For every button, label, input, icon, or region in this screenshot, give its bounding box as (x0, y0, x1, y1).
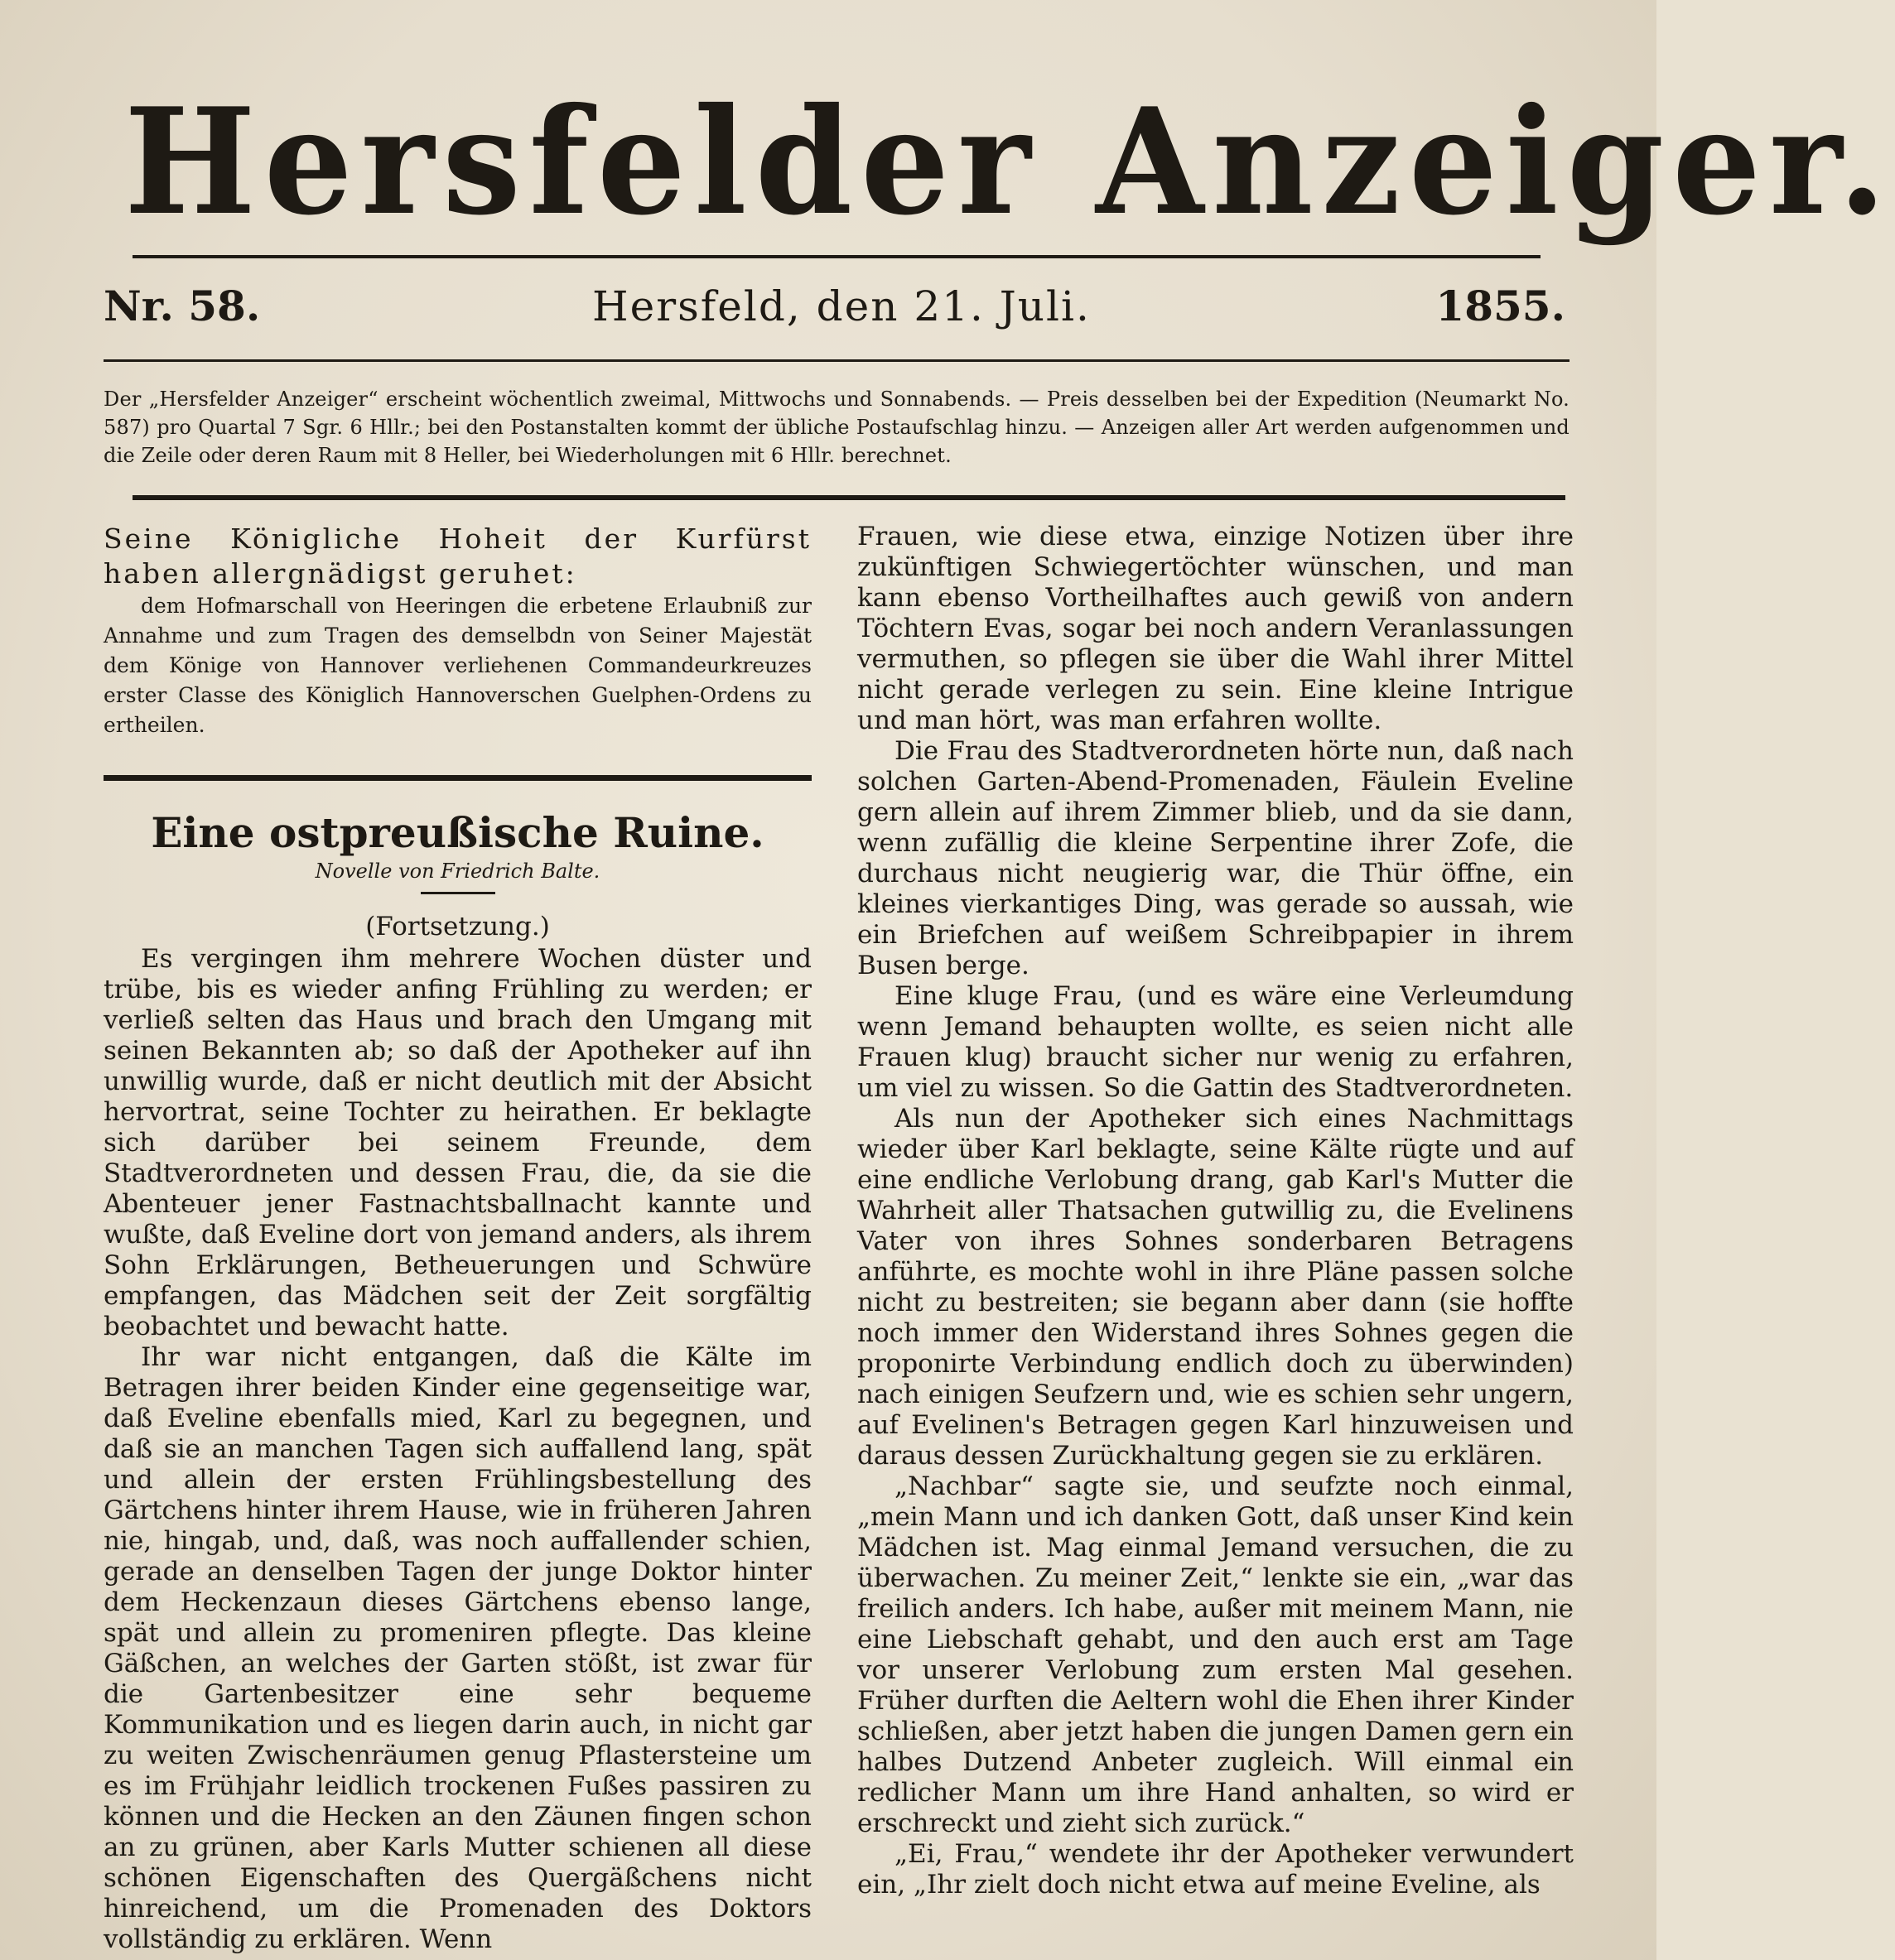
left-column (104, 522, 812, 1955)
dateline-rule (104, 359, 1570, 362)
issue-number: Nr. 58. (104, 282, 261, 330)
story-paragraph: Als nun der Apotheker sich eines Nachmittags wieder über Karl beklagte, seine Kälte rügte und auf eine endliche Verlobung drang, gab Karl's Mutter die Wahrheit aller Thatsachen gutwillig zu, die Evelinens Vater von ihres Sohnes sonderbaren Betragens anführte, es mochte wohl in ihre Pläne passen solche nicht zu bestreiten; sie begann aber dann (sie hoffte noch immer den Widerstand ihres Sohnes gegen die proponirte Verbindung endlich doch zu überwinden) nach einigen Seufzern und, wie es schien sehr ungern, auf Evelinen's Betragen gegen Karl hinzuweisen und daraus dessen Zurückhaltung gegen sie zu erklären. (857, 1104, 1574, 1471)
dateline (104, 273, 1565, 340)
publication-notice: Der „Hersfelder Anzeiger“ erscheint wöchentlich zweimal, Mittwochs und Sonnabends. — Preis desselben bei der Expedition (Neumarkt No. 587) pro Quartal 7 Sgr. 6 Hllr.; bei den Postanstalten kommt der übliche Postaufschlag hinzu. — Anzeigen aller Art werden aufgenommen und die Zeile oder deren Raum mit 8 Heller, bei Wiederholungen mit 6 Hllr. berechnet. (104, 388, 1570, 467)
announcement-body: dem Hofmarschall von Heeringen die erbetene Erlaubniß zur Annahme und zum Tragen des demselbdn von Seiner Majestät dem Könige von Hannover verliehenen Commandeurkreuzes erster Classe des Königlich Hannoverschen Guelphen-Ordens zu ertheilen. (104, 594, 812, 737)
right-column (857, 522, 1574, 1900)
story-continuation: (Fortsetzung.) (365, 912, 550, 941)
story-paragraph: Frauen, wie diese etwa, einzige Notizen über ihre zukünftigen Schwiegertöchter wünschen, und man kann ebenso Vortheilhaftes auch gewiß von andern Töchtern Evas, sogar bei noch andern Veranlassungen vermuthen, so pflegen sie über die Wahl ihrer Mittel nicht gerade verlegen zu sein. Eine kleine Intrigue und man hört, was man erfahren wollte. (857, 522, 1574, 735)
story-paragraph: Es vergingen ihm mehrere Wochen düster und trübe, bis es wieder anfing Frühling zu werden; er verließ selten das Haus und brach den Umgang mit seinen Bekannten ab; so daß der Apotheker auf ihn unwillig wurde, daß er nicht deutlich mit der Absicht hervortrat, seine Tochter zu heirathen. Er beklagte sich darüber bei seinem Freunde, dem Stadtverordneten und dessen Frau, die, da sie die Abenteuer jener Fastnachtsballnacht kannte und wußte, daß Eveline dort von jemand anders, als ihrem Sohn Erklärungen, Betheuerungen und Schwüre empfangen, das Mädchen seit der Zeit sorgfältig beobachtet und bewacht hatte. (104, 944, 812, 1341)
story-paragraph: „Ei, Frau,“ wendete ihr der Apotheker verwundert ein, „Ihr zielt doch nicht etwa auf meine Eveline, als (857, 1839, 1574, 1900)
story-paragraph: Die Frau des Stadtverordneten hörte nun, daß nach solchen Garten-Abend-Promenaden, Fäulein Eveline gern allein auf ihrem Zimmer blieb, und da sie dann, wenn zufällig die kleine Serpentine ihrer Zofe, die durchaus nicht neugierig war, die Thür öffne, ein kleines vierkantiges Ding, was gerade so aussah, wie ein Briefchen auf weißem Schreibpapier in ihrem Busen berge. (857, 736, 1574, 980)
story-divider (421, 892, 495, 894)
story-title: Eine ostpreußische Ruine. (151, 808, 764, 857)
story-subtitle: Novelle von Friedrich Balte. (315, 860, 600, 883)
story-paragraph: Ihr war nicht entgangen, daß die Kälte im Betragen ihrer beiden Kinder eine gegenseitige war, daß Eveline ebenfalls mied, Karl zu begegnen, und daß sie an manchen Tagen sich auffallend lang, spät und allein der ersten Frühlingsbestellung des Gärtchens hinter ihrem Hause, wie in früheren Jahren nie, hingab, und, daß, was noch auffallender schien, gerade an denselben Tagen der junge Doktor hinter dem Heckenzaun dieses Gärtchens ebenso lange, spät und allein zu promeniren pflegte. Das kleine Gäßchen, an welches der Garten stößt, ist zwar für die Gartenbesitzer eine sehr bequeme Kommunikation und es liegen darin auch, in nicht gar zu weiten Zwischenräumen genug Pflastersteine um es im Frühjahr leidlich trockenen Fußes passiren zu können und die Hecken an den Zäunen fingen schon an zu grünen, aber Karls Mutter schienen all diese schönen Eigenschaften des Quergäßchens nicht hinreichend, um die Promenaden des Doktors vollständig zu erklären. Wenn (104, 1342, 812, 1954)
masthead-rule (133, 255, 1541, 258)
place-date: Hersfeld, den 21. Juli. (592, 282, 1091, 330)
story-paragraph: Eine kluge Frau, (und es wäre eine Verleumdung wenn Jemand behaupten wollte, es seien nicht alle Frauen klug) braucht sicher nur wenig zu erfahren, um viel zu wissen. So die Gattin des Stadtverordneten. (857, 981, 1574, 1103)
story-paragraph: „Nachbar“ sagte sie, und seufzte noch einmal, „mein Mann und ich danken Gott, daß unser Kind kein Mädchen ist. Mag einmal Jemand versuchen, die zu überwachen. Zu meiner Zeit,“ lenkte sie ein, „war das freilich anders. Ich habe, außer mit meinem Mann, nie eine Liebschaft gehabt, und den auch erst am Tage vor unserer Verlobung zum ersten Mal gesehen. Früher durften die Aeltern wohl die Ehen ihrer Kinder schließen, aber jetzt haben die jungen Damen gern ein halbes Dutzend Anbeter zugleich. Will einmal ein redlicher Mann um ihre Hand anhalten, so wird er erschreckt und zieht sich zurück.“ (857, 1471, 1574, 1838)
masthead-title: Hersfelder Anzeiger. (124, 75, 1895, 248)
section-rule (104, 775, 812, 781)
notice-rule-thick (133, 495, 1565, 500)
announcement-heading: Seine Königliche Hoheit der Kurfürst haben allergnädigst geruhet: (104, 523, 812, 590)
issue-year: 1855. (1435, 282, 1565, 330)
